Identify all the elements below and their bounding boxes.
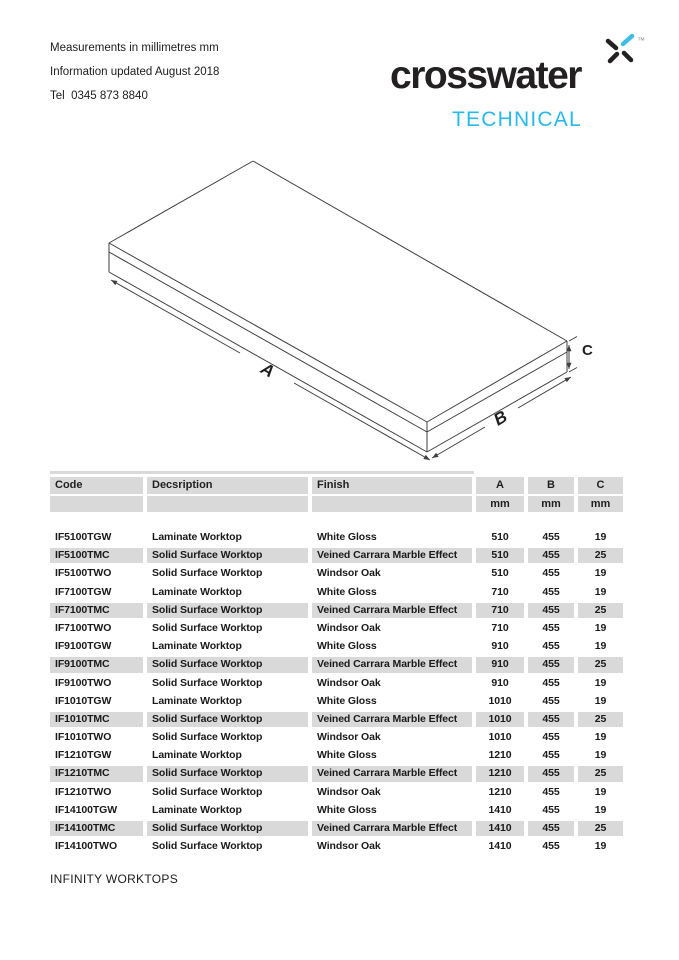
cell-c: 19 <box>594 531 607 543</box>
cell-code: IF1210TGW <box>55 749 112 762</box>
cell-description: Laminate Worktop <box>152 694 242 707</box>
cell-code: IF5100TMC <box>50 548 143 563</box>
cell-description: Laminate Worktop <box>152 640 242 653</box>
cell-code: IF1210TMC <box>50 766 143 781</box>
cell-b: 455 <box>542 749 560 762</box>
cell-b: 455 <box>528 548 574 563</box>
slab-edge <box>109 243 427 422</box>
column-header-b: B <box>528 477 574 494</box>
column-header-finish: Finish <box>312 477 472 494</box>
cell-finish: White Gloss <box>317 531 377 543</box>
cell-a: 510 <box>491 531 509 543</box>
table-row <box>50 821 623 836</box>
cell-code: IF1010TGW <box>55 694 112 707</box>
cell-c: 19 <box>594 585 607 598</box>
table-row <box>50 748 623 763</box>
cell-a: 1010 <box>476 712 524 727</box>
cell-a: 1010 <box>488 694 512 707</box>
table-row <box>50 585 623 600</box>
column-header-code: Code <box>50 477 143 494</box>
table-row <box>50 639 623 654</box>
cell-description: Laminate Worktop <box>152 749 242 762</box>
dim-label-b: B <box>490 406 511 430</box>
table-row <box>50 530 623 545</box>
dimension-line-b <box>432 427 485 458</box>
table-row <box>50 566 623 581</box>
cell-description: Solid Surface Worktop <box>152 785 263 798</box>
column-unit-finish <box>312 496 472 512</box>
cell-a: 510 <box>491 567 509 580</box>
cell-c: 19 <box>594 749 607 762</box>
cell-description: Laminate Worktop <box>152 531 242 543</box>
table-row <box>50 785 623 800</box>
slab-edge <box>253 161 567 341</box>
measurements-note: Measurements in millimetres mm <box>50 42 219 54</box>
column-unit-b: mm <box>528 496 574 512</box>
cell-a: 710 <box>491 585 509 598</box>
cell-code: IF14100TWO <box>55 840 118 853</box>
cell-code: IF1010TMC <box>50 712 143 727</box>
cell-b: 455 <box>528 712 574 727</box>
table-row <box>50 548 623 563</box>
dimension-line-a <box>111 280 240 353</box>
table-row <box>50 657 623 672</box>
worktop-spec-table <box>50 477 623 854</box>
cell-c: 19 <box>594 694 607 707</box>
cell-finish: Windsor Oak <box>317 785 381 798</box>
table-row <box>50 712 623 727</box>
cell-c: 19 <box>594 621 607 634</box>
cell-a: 1410 <box>488 803 512 816</box>
table-row <box>50 730 623 745</box>
cell-c: 19 <box>594 640 607 653</box>
cell-a: 1210 <box>488 785 512 798</box>
table-row <box>50 694 623 709</box>
cell-a: 510 <box>476 548 524 563</box>
table-units-row <box>50 496 623 512</box>
cell-a: 710 <box>476 603 524 618</box>
cell-finish: Veined Carrara Marble Effect <box>312 657 472 672</box>
cell-description: Solid Surface Worktop <box>152 567 263 580</box>
cell-finish: White Gloss <box>317 585 377 598</box>
column-unit-c: mm <box>578 496 623 512</box>
updated-note: Information updated August 2018 <box>50 66 220 78</box>
table-row <box>50 603 623 618</box>
table-row <box>50 621 623 636</box>
cell-a: 710 <box>491 621 509 634</box>
cell-b: 455 <box>542 694 560 707</box>
cell-c: 25 <box>578 657 623 672</box>
cell-finish: Windsor Oak <box>317 840 381 853</box>
cell-b: 455 <box>528 657 574 672</box>
cell-a: 910 <box>491 640 509 653</box>
cell-b: 455 <box>542 621 560 634</box>
cell-code: IF7100TGW <box>55 585 112 598</box>
cell-description: Solid Surface Worktop <box>147 603 308 618</box>
column-header-description: Decsription <box>147 477 308 494</box>
dim-label-c: C <box>582 341 593 359</box>
telephone-line: Tel 0345 873 8840 <box>50 90 148 102</box>
cell-c: 19 <box>594 567 607 580</box>
page-footer-title: INFINITY WORKTOPS <box>50 872 179 886</box>
cell-b: 455 <box>542 803 560 816</box>
technical-tagline: TECHNICAL <box>452 108 582 131</box>
cell-description: Solid Surface Worktop <box>147 712 308 727</box>
cell-finish: Windsor Oak <box>317 731 381 744</box>
cell-description: Solid Surface Worktop <box>152 731 263 744</box>
table-row <box>50 676 623 691</box>
cell-c: 19 <box>594 803 607 816</box>
cell-finish: Veined Carrara Marble Effect <box>312 603 472 618</box>
cell-code: IF5100TWO <box>55 567 112 580</box>
column-unit-code <box>50 496 143 512</box>
crosswater-logo-wordmark: crosswater <box>390 54 581 97</box>
cell-finish: Veined Carrara Marble Effect <box>312 766 472 781</box>
cell-code: IF9100TGW <box>55 640 112 653</box>
cell-a: 1410 <box>476 821 524 836</box>
cell-code: IF14100TMC <box>50 821 143 836</box>
cell-c: 25 <box>578 712 623 727</box>
cell-code: IF7100TMC <box>50 603 143 618</box>
cell-finish: Windsor Oak <box>317 567 381 580</box>
cell-finish: White Gloss <box>317 749 377 762</box>
cell-finish: Veined Carrara Marble Effect <box>312 712 472 727</box>
cell-b: 455 <box>542 840 560 853</box>
cell-finish: Veined Carrara Marble Effect <box>312 548 472 563</box>
cell-c: 25 <box>578 548 623 563</box>
dimension-tick-c <box>569 337 577 342</box>
cell-code: IF9100TMC <box>50 657 143 672</box>
cell-description: Solid Surface Worktop <box>152 621 263 634</box>
column-unit-description <box>147 496 308 512</box>
cell-finish: Veined Carrara Marble Effect <box>312 821 472 836</box>
table-row <box>50 839 623 854</box>
cell-description: Solid Surface Worktop <box>152 840 263 853</box>
cell-description: Laminate Worktop <box>152 803 242 816</box>
cell-b: 455 <box>542 731 560 744</box>
slab-edge <box>109 161 253 243</box>
cell-code: IF7100TWO <box>55 621 112 634</box>
slab-layer-line <box>109 252 427 432</box>
table-row <box>50 803 623 818</box>
cell-c: 19 <box>594 676 607 689</box>
cell-description: Solid Surface Worktop <box>152 676 263 689</box>
cell-a: 1010 <box>488 731 512 744</box>
cell-c: 25 <box>578 766 623 781</box>
cell-b: 455 <box>542 676 560 689</box>
cell-a: 1210 <box>488 749 512 762</box>
dimension-tick-c <box>569 368 577 373</box>
cell-a: 1410 <box>488 840 512 853</box>
column-unit-a: mm <box>476 496 524 512</box>
cell-finish: Windsor Oak <box>317 621 381 634</box>
cell-b: 455 <box>528 821 574 836</box>
cell-c: 25 <box>578 603 623 618</box>
cell-code: IF9100TWO <box>55 676 112 689</box>
cell-code: IF14100TGW <box>55 803 118 816</box>
table-row <box>50 766 623 781</box>
cell-a: 910 <box>476 657 524 672</box>
cell-description: Solid Surface Worktop <box>147 657 308 672</box>
cell-a: 1210 <box>476 766 524 781</box>
cell-description: Laminate Worktop <box>152 585 242 598</box>
cell-c: 19 <box>594 785 607 798</box>
cell-b: 455 <box>528 603 574 618</box>
cell-b: 455 <box>542 785 560 798</box>
cell-b: 455 <box>542 585 560 598</box>
trademark-symbol: ™ <box>637 36 645 45</box>
dim-label-a: A <box>257 358 278 382</box>
crosswater-x-icon <box>604 34 636 66</box>
cell-finish: White Gloss <box>317 803 377 816</box>
cell-a: 910 <box>491 676 509 689</box>
dimension-line-b <box>518 377 571 408</box>
column-header-c: C <box>578 477 623 494</box>
cell-code: IF5100TGW <box>55 531 112 543</box>
cell-finish: White Gloss <box>317 640 377 653</box>
cell-b: 455 <box>542 531 560 543</box>
cell-finish: Windsor Oak <box>317 676 381 689</box>
cell-b: 455 <box>528 766 574 781</box>
cell-code: IF1010TWO <box>55 731 112 744</box>
cell-description: Solid Surface Worktop <box>147 548 308 563</box>
cell-c: 19 <box>594 731 607 744</box>
table-header-row <box>50 477 623 494</box>
cell-c: 19 <box>594 840 607 853</box>
cell-code: IF1210TWO <box>55 785 112 798</box>
table-top-strip <box>50 471 474 474</box>
cell-c: 25 <box>578 821 623 836</box>
cell-b: 455 <box>542 640 560 653</box>
cell-description: Solid Surface Worktop <box>147 766 308 781</box>
table-body <box>50 530 623 854</box>
column-header-a: A <box>476 477 524 494</box>
cell-finish: White Gloss <box>317 694 377 707</box>
cell-description: Solid Surface Worktop <box>147 821 308 836</box>
dimension-line-a <box>294 383 430 460</box>
cell-b: 455 <box>542 567 560 580</box>
worktop-isometric-diagram <box>80 145 600 470</box>
